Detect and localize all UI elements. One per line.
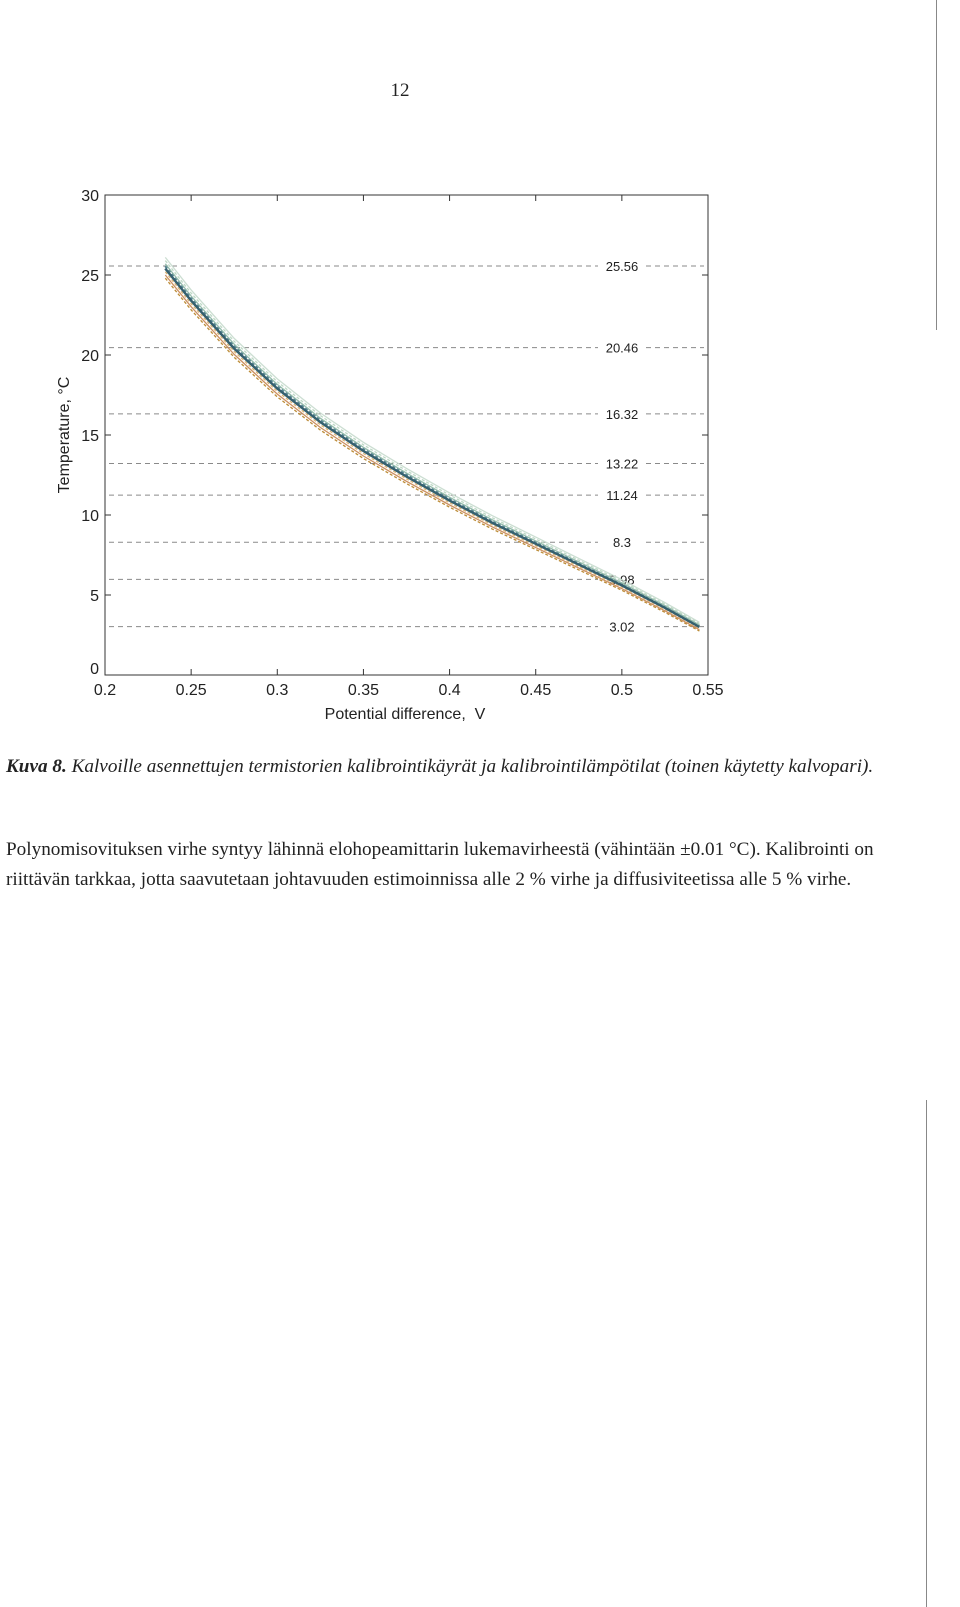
x-tick-label: 0.2 [93, 682, 117, 699]
caption-text: Kalvoille asennettujen termistorien kalibrointikäyrät ja kalibrointilämpötilat (toinen käytetty kalvopari). [71, 756, 874, 777]
x-tick-label: 0.5 [610, 682, 633, 699]
reference-line-label: 25.56 [605, 259, 639, 275]
y-tick-label: 5 [90, 588, 99, 605]
page-edge-line [926, 1100, 927, 1607]
y-tick-label: 10 [81, 508, 99, 525]
x-tick-label: 0.55 [692, 682, 724, 699]
x-axis-label: Potential difference, V [324, 706, 486, 723]
x-tick-label: 0.3 [266, 682, 289, 699]
reference-line-label: 3.02 [609, 619, 635, 635]
page-number: 12 [390, 80, 410, 101]
x-tick-label: 0.25 [175, 682, 207, 699]
reference-line-label: 11.24 [606, 488, 638, 504]
reference-line-label: 5.98 [609, 572, 635, 588]
y-tick-label: 30 [81, 188, 99, 205]
y-tick-label: 25 [81, 268, 99, 285]
reference-line-label: 20.46 [605, 340, 639, 356]
y-tick-label: 15 [81, 428, 99, 445]
y-tick-label: 0 [90, 661, 99, 678]
caption-figure-id: Kuva 8. [6, 756, 67, 777]
reference-line-label: 16.32 [605, 406, 639, 422]
y-tick-label: 20 [81, 348, 99, 365]
y-axis-label: Temperature, °C [56, 376, 73, 494]
body-paragraph: Polynomisovituksen virhe syntyy lähinnä elohopeamittarin lukemavirheestä (vähintään ±0.01 °C). Kalibrointi on riittävän tarkkaa, jotta saavutetaan johtavuuden estimoinnissa alle 2 % virhe ja diffusiviteetissa alle 5 % virhe. [6, 839, 874, 890]
calibration-chart [0, 0, 960, 740]
calibration-curve [165, 264, 699, 625]
calibration-curve [165, 261, 699, 624]
x-tick-label: 0.45 [520, 682, 552, 699]
reference-line-label: 8.3 [612, 535, 632, 551]
x-tick-label: 0.35 [347, 682, 379, 699]
calibration-curve [165, 257, 699, 622]
page-edge-line [936, 0, 937, 330]
reference-line-label: 13.22 [605, 456, 639, 472]
figure-caption [6, 752, 936, 782]
x-tick-label: 0.4 [438, 682, 461, 699]
